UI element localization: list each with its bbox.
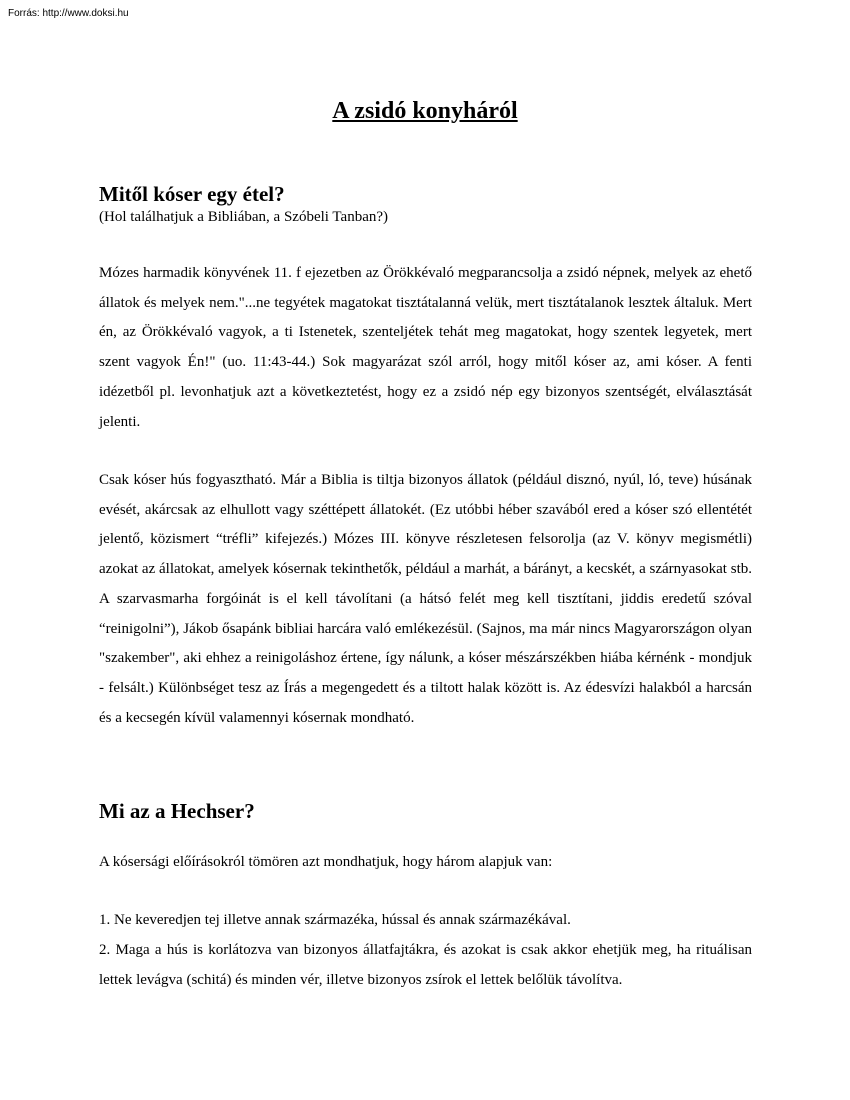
section-heading-kosher: Mitől kóser egy étel? [99, 182, 285, 206]
source-label: Forrás: http://www.doksi.hu [8, 8, 129, 19]
section-heading-hechser: Mi az a Hechser? [99, 799, 255, 823]
list-item-2: 2. Maga a hús is korlátozva van bizonyos állatfajtákra, és azokat is csak akkor ehetjük meg, ha rituálisan lettek levágva (schitá) és minden vér, illetve bizonyos zsírok el lettek belőlük távolítva. [99, 942, 752, 988]
paragraph-1: Mózes harmadik könyvének 11. f ejezetben az Örökkévaló megparancsolja a zsidó népnek, melyek az ehető állatok és melyek nem."...ne tegyétek magatokat tisztátalanná velük, mert tisztátalanok lesztek általuk. Mert én, az Örökkévaló vagyok, a ti Istenetek, szenteljétek tehát meg magatokat, hogy szentek legyetek, mert szent vagyok Én!" (uo. 11:43-44.) Sok magyarázat szól arról, hogy mitől kóser az, ami kóser. A fenti idézetből pl. levonhatjuk azt a következtetést, hogy ez a zsidó nép egy bizonyos szentségét, elválasztását jelenti. [99, 265, 752, 430]
page-title: A zsidó konyháról [332, 98, 518, 124]
section-subheading: (Hol találhatjuk a Bibliában, a Szóbeli Tanban?) [99, 209, 388, 225]
hechser-intro: A kósersági előírásokról tömören azt mondhatjuk, hogy három alapjuk van: [99, 854, 553, 870]
paragraph-2: Csak kóser hús fogyasztható. Már a Biblia is tiltja bizonyos állatok (például disznó, nyúl, ló, teve) húsának evését, akárcsak az elhullott vagy széttépett állatokét. (Ez utóbbi héber szavából ered a kóser szó ellentétét jelentő, közismert “tréfli” kifejezés.) Mózes III. könyve részletesen felsorolja (az V. könyv megismétli) azokat az állatokat, amelyek kósernak tekinthetők, például a marhát, a bárányt, a kecskét, a szárnyasokat stb. A szarvasmarha forgóinát is el kell távolítani (a hátsó felét meg kell tisztítani, jiddis eredetű szóval “reinigolni”), Jákob ősapánk bibliai harcára való emlékezésül. (Sajnos, ma már nincs Magyarországon olyan "szakember", aki ehhez a reinigoláshoz értene, így nálunk, a kóser mészárszékben hiába kérnénk - mondjuk - felsált.) Különbséget tesz az Írás a megengedett és a tiltott halak között is. Az édesvízi halakból a harcsán és a kecsegén kívül valamennyi kósernak mondható. [99, 472, 752, 726]
list-item-1: 1. Ne keveredjen tej illetve annak származéka, hússal és annak származékával. [99, 912, 571, 928]
